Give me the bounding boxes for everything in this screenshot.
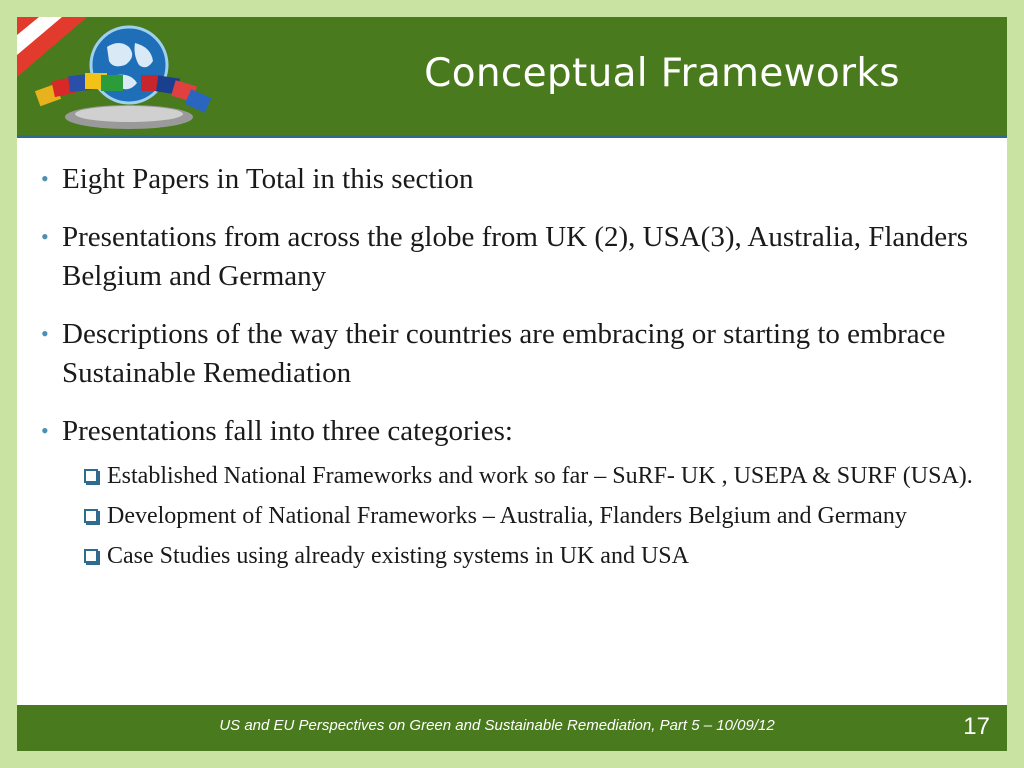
- bullet-text: Presentations fall into three categories:: [62, 415, 513, 447]
- bullet-icon: •: [41, 321, 49, 346]
- sub-list-item: [33, 500, 993, 533]
- list-item: [33, 218, 993, 296]
- list-item: [33, 315, 993, 393]
- sub-bullet-text: Established National Frameworks and work so far – SuRF- UK , USEPA & SURF (USA).: [107, 463, 973, 489]
- checkbox-square-icon: [84, 509, 98, 523]
- list-item: [33, 160, 993, 199]
- footer-caption: US and EU Perspectives on Green and Sustainable Remediation, Part 5 – 10/09/12: [219, 717, 775, 734]
- page-number: 17: [963, 713, 990, 740]
- bullet-list: [33, 160, 993, 580]
- checkbox-square-icon: [84, 549, 98, 563]
- bullet-icon: •: [41, 224, 49, 249]
- bullet-text: Presentations from across the globe from UK (2), USA(3), Australia, Flanders Belgium and Germany: [62, 221, 969, 292]
- checkbox-square-icon: [84, 469, 98, 483]
- sub-bullet-text: Development of National Frameworks – Australia, Flanders Belgium and Germany: [107, 503, 907, 529]
- list-item: [33, 412, 993, 451]
- bullet-text: Descriptions of the way their countries are embracing or starting to embrace Sustainable Remediation: [62, 318, 946, 389]
- globe-with-flags-icon: [17, 17, 217, 135]
- page-title: Conceptual Frameworks: [424, 51, 900, 96]
- bullet-icon: •: [41, 166, 49, 191]
- bullet-icon: •: [41, 418, 49, 443]
- footer-bar: [17, 705, 1007, 751]
- sub-bullet-text: Case Studies using already existing systems in UK and USA: [107, 543, 689, 569]
- header-bar: [17, 17, 1007, 138]
- bullet-text: Eight Papers in Total in this section: [62, 163, 474, 195]
- slide: [17, 17, 1007, 751]
- sub-list-item: [33, 540, 993, 573]
- sub-list-item: [33, 460, 993, 493]
